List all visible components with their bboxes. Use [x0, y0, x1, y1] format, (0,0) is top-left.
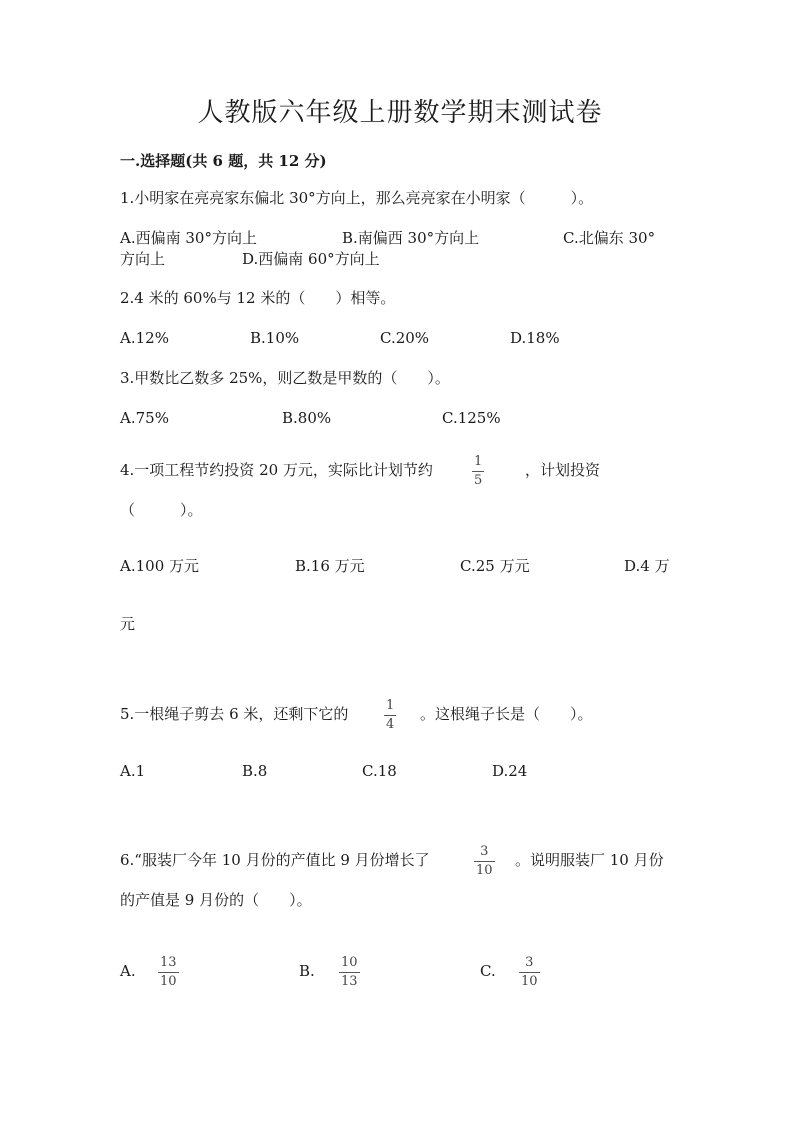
question-6-stem-part-c: 的产值是 9 月份的（ ）。	[120, 891, 312, 909]
question-4-option-d: D.4 万	[624, 557, 670, 575]
fraction-bar	[472, 471, 484, 472]
question-6-stem-part-a: 6.“服装厂今年 10 月份的产值比 9 月份增长了	[120, 851, 430, 869]
fraction-bar	[519, 972, 540, 973]
question-2-stem: 2.4 米的 60%与 12 米的（ ）相等。	[120, 289, 396, 307]
question-2-option-d: D.18%	[510, 329, 560, 347]
question-3-option-a: A.75%	[120, 409, 169, 427]
question-4-option-a: A.100 万元	[120, 557, 199, 575]
question-5-stem-part-b: 。这根绳子长是（ ）。	[420, 705, 593, 723]
question-4-option-b: B.16 万元	[295, 557, 365, 575]
question-1-option-c: C.北偏东 30°	[563, 229, 656, 247]
fraction-bar	[339, 972, 360, 973]
fraction-denominator: 10	[521, 974, 538, 989]
question-6-option-a-fraction	[158, 956, 179, 989]
question-4-stem-part-c: （ ）。	[120, 501, 203, 519]
question-4-fraction	[472, 455, 484, 488]
question-1-option-c-continued: 方向上	[120, 250, 166, 268]
fraction-denominator: 13	[341, 974, 358, 989]
question-3-option-b: B.80%	[282, 409, 332, 427]
question-5-option-c: C.18	[362, 762, 397, 780]
question-5-option-a: A.1	[120, 762, 146, 780]
question-4-option-d-continued: 元	[120, 615, 136, 633]
question-6-stem-part-b: 。说明服装厂 10 月份	[515, 851, 664, 869]
question-2-option-b: B.10%	[250, 329, 300, 347]
fraction-numerator: 3	[525, 955, 534, 970]
fraction-denominator: 5	[474, 473, 483, 488]
fraction-numerator: 3	[480, 844, 489, 859]
question-4-stem-part-b: ，计划投资	[525, 461, 601, 479]
fraction-denominator: 10	[160, 974, 177, 989]
fraction-numerator: 1	[386, 698, 395, 713]
question-6-option-b-fraction	[339, 956, 360, 989]
fraction-denominator: 10	[476, 863, 493, 878]
question-5-fraction	[384, 699, 396, 732]
fraction-bar	[158, 972, 179, 973]
question-6-option-c-label: C.	[480, 962, 496, 980]
question-1-option-b: B.南偏西 30°方向上	[342, 229, 480, 247]
question-6-option-b-label: B.	[299, 962, 315, 980]
question-4-option-c: C.25 万元	[460, 557, 530, 575]
question-5-stem-part-a: 5.一根绳子剪去 6 米，还剩下它的	[120, 705, 349, 723]
question-1-option-a: A.西偏南 30°方向上	[120, 229, 257, 247]
fraction-denominator: 4	[386, 717, 395, 732]
fraction-numerator: 1	[474, 454, 483, 469]
fraction-bar	[474, 861, 495, 862]
question-1-stem: 1.小明家在亮亮家东偏北 30°方向上，那么亮亮家在小明家（ ）。	[120, 189, 594, 207]
question-6-option-c-fraction	[519, 956, 540, 989]
question-4-stem-part-a: 4.一项工程节约投资 20 万元，实际比计划节约	[120, 461, 433, 479]
question-1-option-d: D.西偏南 60°方向上	[242, 250, 380, 268]
question-2-option-c: C.20%	[380, 329, 430, 347]
fraction-bar	[384, 715, 396, 716]
question-3-option-c: C.125%	[442, 409, 501, 427]
section-heading: 一.选择题(共 6 题，共 12 分)	[120, 152, 327, 170]
question-6-option-a-label: A.	[120, 962, 136, 980]
question-2-option-a: A.12%	[120, 329, 169, 347]
page-title: 人教版六年级上册数学期末测试卷	[197, 98, 603, 128]
question-6-fraction	[474, 845, 495, 878]
question-5-option-d: D.24	[492, 762, 528, 780]
question-5-option-b: B.8	[242, 762, 268, 780]
question-3-stem: 3.甲数比乙数多 25%，则乙数是甲数的（ ）。	[120, 369, 450, 387]
fraction-numerator: 13	[160, 955, 177, 970]
fraction-numerator: 10	[341, 955, 358, 970]
